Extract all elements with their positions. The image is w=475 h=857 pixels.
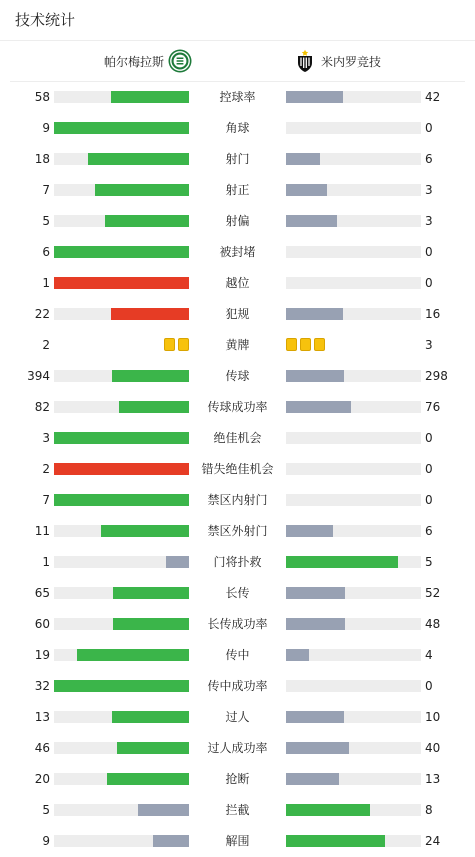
yellow-card-icon <box>314 338 325 351</box>
home-stat-value: 6 <box>42 245 50 259</box>
home-stat-bar <box>54 587 189 599</box>
away-stat-bar <box>286 432 421 444</box>
home-stat-bar <box>54 649 189 661</box>
home-stat-bar <box>54 308 189 320</box>
away-stat-bar <box>286 649 421 661</box>
home-stat-bar <box>54 277 189 289</box>
stat-row <box>0 392 475 423</box>
away-stat-bar <box>286 618 421 630</box>
away-stat-bar-fill <box>286 91 343 103</box>
stat-row <box>0 547 475 578</box>
stat-row <box>0 640 475 671</box>
home-stat-value: 2 <box>42 338 50 352</box>
away-stat-bar-fill <box>286 804 370 816</box>
home-stat-value: 5 <box>42 803 50 817</box>
home-stat-value: 7 <box>42 493 50 507</box>
home-stat-bar-fill <box>54 432 189 444</box>
home-stat-bar <box>54 401 189 413</box>
home-stat-bar <box>54 153 189 165</box>
stat-row <box>0 82 475 113</box>
away-stat-value: 13 <box>425 772 441 786</box>
stat-row <box>0 175 475 206</box>
home-stat-value: 18 <box>34 152 50 166</box>
home-stat-bar <box>54 91 189 103</box>
stat-label: 角球 <box>225 121 250 135</box>
away-stat-bar <box>286 215 421 227</box>
away-team[interactable] <box>293 41 381 81</box>
yellow-card-icon <box>164 338 175 351</box>
stat-label: 传球 <box>225 369 250 383</box>
home-stat-bar <box>54 432 189 444</box>
home-stat-value: 1 <box>42 555 50 569</box>
yellow-card-icon <box>300 338 311 351</box>
away-stat-bar <box>286 401 421 413</box>
home-stat-bar <box>54 711 189 723</box>
home-stat-value: 22 <box>34 307 50 321</box>
home-stat-bar-fill <box>107 773 189 785</box>
home-stat-value: 7 <box>42 183 50 197</box>
home-stat-bar <box>54 556 189 568</box>
away-stat-value: 3 <box>425 214 433 228</box>
away-stat-bar <box>286 711 421 723</box>
away-stat-value: 40 <box>425 741 441 755</box>
home-stat-bar-fill <box>54 680 189 692</box>
home-stat-bar-fill <box>113 587 189 599</box>
away-stat-bar-fill <box>286 153 320 165</box>
away-stat-value: 4 <box>425 648 433 662</box>
away-stat-value: 0 <box>425 679 433 693</box>
stat-label: 越位 <box>225 276 250 290</box>
away-stat-bar <box>286 835 421 847</box>
away-stat-value: 0 <box>425 245 433 259</box>
page-title: 技术统计 <box>0 0 475 41</box>
away-stat-value: 3 <box>425 183 433 197</box>
home-stat-bar-fill <box>54 463 189 475</box>
home-stat-bar-fill <box>77 649 189 661</box>
stat-row <box>0 113 475 144</box>
away-stat-bar <box>286 804 421 816</box>
stat-row <box>0 826 475 857</box>
away-stat-bar <box>286 122 421 134</box>
away-stat-value: 3 <box>425 338 433 352</box>
home-stat-value: 2 <box>42 462 50 476</box>
away-stat-bar-fill <box>286 525 333 537</box>
home-stat-bar-fill <box>54 277 189 289</box>
away-stat-bar <box>286 153 421 165</box>
stat-label: 传球成功率 <box>207 400 268 414</box>
away-stat-value: 10 <box>425 710 441 724</box>
away-stat-value: 52 <box>425 586 441 600</box>
away-stat-bar <box>286 91 421 103</box>
stat-row <box>0 144 475 175</box>
home-stat-bar-fill <box>88 153 189 165</box>
away-stat-bar <box>286 246 421 258</box>
stat-row <box>0 795 475 826</box>
home-stat-bar <box>54 618 189 630</box>
stat-label: 射正 <box>225 183 250 197</box>
away-stat-bar <box>286 525 421 537</box>
stats-list <box>0 82 475 857</box>
away-stat-value: 48 <box>425 617 441 631</box>
stat-label: 禁区外射门 <box>207 524 268 538</box>
home-stat-value: 9 <box>42 834 50 848</box>
stat-label: 过人成功率 <box>207 741 268 755</box>
stat-row <box>0 206 475 237</box>
team-header <box>10 41 465 82</box>
home-stat-bar <box>54 773 189 785</box>
away-stat-value: 0 <box>425 431 433 445</box>
yellow-card-icon <box>178 338 189 351</box>
stat-row <box>0 516 475 547</box>
stat-label: 长传成功率 <box>207 617 268 631</box>
away-stat-bar-fill <box>286 773 339 785</box>
stat-label: 长传 <box>225 586 250 600</box>
stat-row <box>0 609 475 640</box>
away-stat-bar-fill <box>286 401 351 413</box>
home-stat-bar <box>54 246 189 258</box>
away-stat-bar-fill <box>286 556 398 568</box>
home-stat-value: 5 <box>42 214 50 228</box>
home-stat-bar-fill <box>138 804 189 816</box>
stat-row <box>0 299 475 330</box>
away-stat-bar-fill <box>286 215 337 227</box>
home-stat-value: 32 <box>34 679 50 693</box>
stat-label: 拦截 <box>225 803 250 817</box>
stat-label: 控球率 <box>219 90 256 104</box>
home-stat-value: 82 <box>34 400 50 414</box>
home-stat-bar-fill <box>153 835 189 847</box>
home-stat-bar-fill <box>119 401 189 413</box>
home-stat-bar <box>54 742 189 754</box>
home-yellow-cards <box>164 338 189 352</box>
away-stat-bar-fill <box>286 649 309 661</box>
stat-label: 门将扑救 <box>213 555 262 569</box>
stat-row <box>0 454 475 485</box>
home-stat-bar <box>54 463 189 475</box>
home-stat-bar <box>54 680 189 692</box>
home-stat-bar-fill <box>101 525 189 537</box>
stat-label: 过人 <box>225 710 250 724</box>
stat-label: 传中成功率 <box>207 679 268 693</box>
away-stat-bar-fill <box>286 184 327 196</box>
away-stat-bar-fill <box>286 711 344 723</box>
home-stat-value: 60 <box>34 617 50 631</box>
home-stat-value: 9 <box>42 121 50 135</box>
away-team-name: 米内罗竞技 <box>321 54 382 69</box>
away-stat-value: 0 <box>425 276 433 290</box>
away-stat-bar-fill <box>286 308 343 320</box>
home-stat-value: 19 <box>34 648 50 662</box>
away-stat-bar-fill <box>286 742 349 754</box>
home-stat-bar-fill <box>117 742 189 754</box>
away-stat-bar <box>286 277 421 289</box>
home-stat-value: 11 <box>34 524 50 538</box>
away-stat-bar <box>286 370 421 382</box>
palmeiras-crest-icon <box>168 49 192 73</box>
away-stat-bar-fill <box>286 835 385 847</box>
stat-row <box>0 578 475 609</box>
stat-row <box>0 764 475 795</box>
stat-label: 绝佳机会 <box>213 431 262 445</box>
home-team[interactable] <box>104 41 192 81</box>
home-stat-bar-fill <box>54 494 189 506</box>
away-stat-bar <box>286 587 421 599</box>
home-stat-value: 65 <box>34 586 50 600</box>
home-stat-bar-fill <box>105 215 189 227</box>
away-stat-value: 298 <box>425 369 448 383</box>
away-stat-value: 8 <box>425 803 433 817</box>
away-stat-bar <box>286 184 421 196</box>
away-yellow-cards <box>286 338 325 352</box>
home-stat-value: 58 <box>34 90 50 104</box>
stat-label: 禁区内射门 <box>207 493 268 507</box>
away-stat-value: 16 <box>425 307 441 321</box>
away-stat-bar-fill <box>286 618 345 630</box>
home-stat-value: 394 <box>27 369 50 383</box>
home-stat-bar-fill <box>111 91 189 103</box>
away-stat-value: 0 <box>425 493 433 507</box>
home-stat-value: 20 <box>34 772 50 786</box>
away-stat-bar-fill <box>286 370 344 382</box>
home-stat-value: 46 <box>34 741 50 755</box>
stat-label: 被封堵 <box>219 245 256 259</box>
away-stat-value: 6 <box>425 152 433 166</box>
away-stat-value: 76 <box>425 400 441 414</box>
home-stat-bar <box>54 122 189 134</box>
stat-row <box>0 423 475 454</box>
stat-label: 错失绝佳机会 <box>201 462 274 476</box>
away-stat-bar-fill <box>286 587 345 599</box>
away-stat-value: 6 <box>425 524 433 538</box>
home-stat-bar-fill <box>54 122 189 134</box>
away-stat-value: 42 <box>425 90 441 104</box>
away-stat-bar <box>286 494 421 506</box>
stat-row <box>0 702 475 733</box>
away-stat-value: 24 <box>425 834 441 848</box>
away-stat-value: 0 <box>425 121 433 135</box>
home-stat-bar-fill <box>54 246 189 258</box>
home-stat-bar-fill <box>113 618 189 630</box>
home-stat-bar <box>54 215 189 227</box>
stat-row <box>0 733 475 764</box>
home-stat-bar-fill <box>111 308 189 320</box>
away-stat-bar <box>286 773 421 785</box>
away-stat-bar <box>286 556 421 568</box>
away-stat-bar <box>286 308 421 320</box>
stat-row <box>0 237 475 268</box>
stat-row <box>0 268 475 299</box>
away-stat-bar <box>286 463 421 475</box>
home-stat-bar <box>54 525 189 537</box>
stat-row <box>0 330 475 361</box>
away-stat-bar <box>286 742 421 754</box>
stat-row <box>0 361 475 392</box>
stat-label: 解围 <box>225 834 250 848</box>
home-team-name: 帕尔梅拉斯 <box>103 54 164 69</box>
home-stat-bar-fill <box>95 184 190 196</box>
away-stat-value: 0 <box>425 462 433 476</box>
stat-row <box>0 671 475 702</box>
home-stat-bar <box>54 804 189 816</box>
away-stat-value: 5 <box>425 555 433 569</box>
home-stat-bar <box>54 494 189 506</box>
stat-label: 黄牌 <box>225 338 250 352</box>
stat-row <box>0 485 475 516</box>
stat-label: 犯规 <box>225 307 250 321</box>
stat-label: 抢断 <box>225 772 250 786</box>
atletico-mineiro-crest-icon <box>293 49 317 73</box>
stat-label: 射偏 <box>225 214 250 228</box>
home-stat-bar <box>54 835 189 847</box>
home-stat-value: 3 <box>42 431 50 445</box>
home-stat-bar <box>54 370 189 382</box>
home-stat-value: 13 <box>34 710 50 724</box>
stat-label: 传中 <box>225 648 250 662</box>
stat-label: 射门 <box>225 152 250 166</box>
away-stat-bar <box>286 680 421 692</box>
home-stat-bar-fill <box>112 370 189 382</box>
home-stat-bar <box>54 184 189 196</box>
home-stat-bar-fill <box>166 556 189 568</box>
home-stat-bar-fill <box>112 711 189 723</box>
home-stat-value: 1 <box>42 276 50 290</box>
yellow-card-icon <box>286 338 297 351</box>
